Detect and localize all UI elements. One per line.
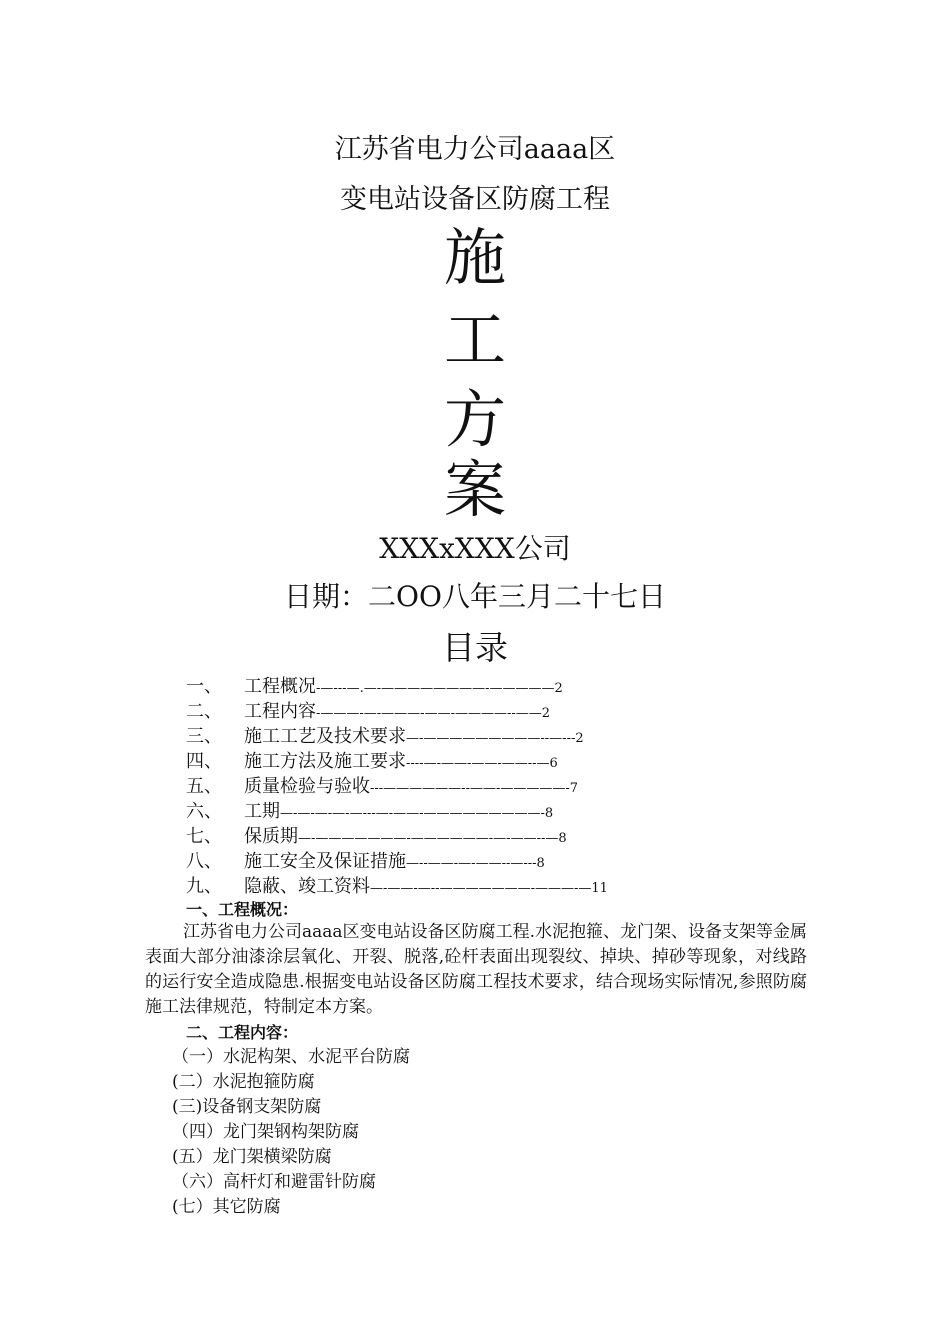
toc-leader: —-———————-——————-—-——--—8 <box>298 831 567 846</box>
toc-number: 四、 <box>186 751 222 772</box>
title-line-2: 变电站设备区防腐工程 <box>340 184 610 215</box>
big-title-char-1: 施 <box>443 221 506 294</box>
big-title-char-4: 案 <box>443 453 506 526</box>
toc-leader: —-——-—--———————-———-—11 <box>370 881 608 896</box>
toc-leader: —-—-—-—-—---—-——-—————————-8 <box>280 806 554 821</box>
toc-number: 六、 <box>186 801 222 822</box>
toc-text: 隐蔽、竣工资料 <box>244 876 370 897</box>
toc-leader: ---——————--——-—————-7 <box>370 781 579 796</box>
toc-text: 工程概况 <box>244 676 316 697</box>
toc-text: 工期 <box>244 801 280 822</box>
toc-text: 施工安全及保证措施 <box>244 851 406 872</box>
toc-item[interactable] <box>186 749 746 774</box>
content-item: (五）龙门架横梁防腐 <box>172 1147 332 1167</box>
toc-text: 施工方法及施工要求 <box>244 751 406 772</box>
toc-item[interactable] <box>186 824 746 849</box>
toc-number: 九、 <box>186 876 222 897</box>
toc-item[interactable] <box>186 724 746 749</box>
big-title-char-3: 方 <box>443 383 506 456</box>
toc-number: 一、 <box>186 676 222 697</box>
title-line-1: 江苏省电力公司aaaa区 <box>334 134 616 165</box>
toc-text: 工程内容 <box>244 701 316 722</box>
big-title-char-2: 工 <box>443 303 506 376</box>
toc-item[interactable] <box>186 774 746 799</box>
toc-number: 二、 <box>186 701 222 722</box>
toc-leader: —-—————————--—---2 <box>406 731 584 746</box>
toc-item[interactable] <box>186 849 746 874</box>
document-date: 日期：二OO八年三月二十七日 <box>284 580 666 613</box>
toc-leader: -—---—.—-————————-—————2 <box>316 681 563 696</box>
content-item: （四）龙门架钢构架防腐 <box>172 1122 359 1142</box>
toc-number: 五、 <box>186 776 222 797</box>
section-1-heading: 一、工程概况： <box>186 900 299 919</box>
section-1-body: 江苏省电力公司aaaa区变电站设备区防腐工程.水泥抱箍、龙门架、设备支架等金属表面大部分油漆涂层氧化、开裂、脱落,砼杆表面出现裂纹、掉块、掉砂等现象，对线路的运行安全造成隐患.根据变电站设备区防腐工程技术要求，结合现场实际情况,参照防腐施工法律规范，特制定本方案。 <box>145 922 807 1017</box>
toc-item[interactable] <box>186 799 746 824</box>
content-item: (二）水泥抱箍防腐 <box>172 1072 315 1092</box>
toc-number: 三、 <box>186 726 222 747</box>
toc-text: 质量检验与验收 <box>244 776 370 797</box>
toc-leader: -———-—-———-——-————--——2 <box>316 706 551 721</box>
content-item: （六）高杆灯和避雷针防腐 <box>172 1172 376 1192</box>
company-name: XXXxXXX公司 <box>379 532 571 565</box>
toc-item[interactable] <box>186 699 746 724</box>
content-item: （一）水泥构架、水泥平台防腐 <box>172 1047 410 1067</box>
toc-leader: ----—-——-——-——--—6 <box>406 756 558 771</box>
table-of-contents <box>186 674 746 899</box>
toc-item[interactable] <box>186 874 746 899</box>
toc-number: 七、 <box>186 826 222 847</box>
toc-text: 保质期 <box>244 826 298 847</box>
content-item: (三)设备钢支架防腐 <box>172 1097 322 1117</box>
toc-text: 施工工艺及技术要求 <box>244 726 406 747</box>
toc-item[interactable] <box>186 674 746 699</box>
toc-leader: —--——-—-——--—---8 <box>406 856 545 871</box>
content-item: (七）其它防腐 <box>172 1197 281 1217</box>
toc-number: 八、 <box>186 851 222 872</box>
toc-title: 目录 <box>442 628 508 667</box>
section-2-heading: 二、工程内容： <box>186 1023 299 1042</box>
